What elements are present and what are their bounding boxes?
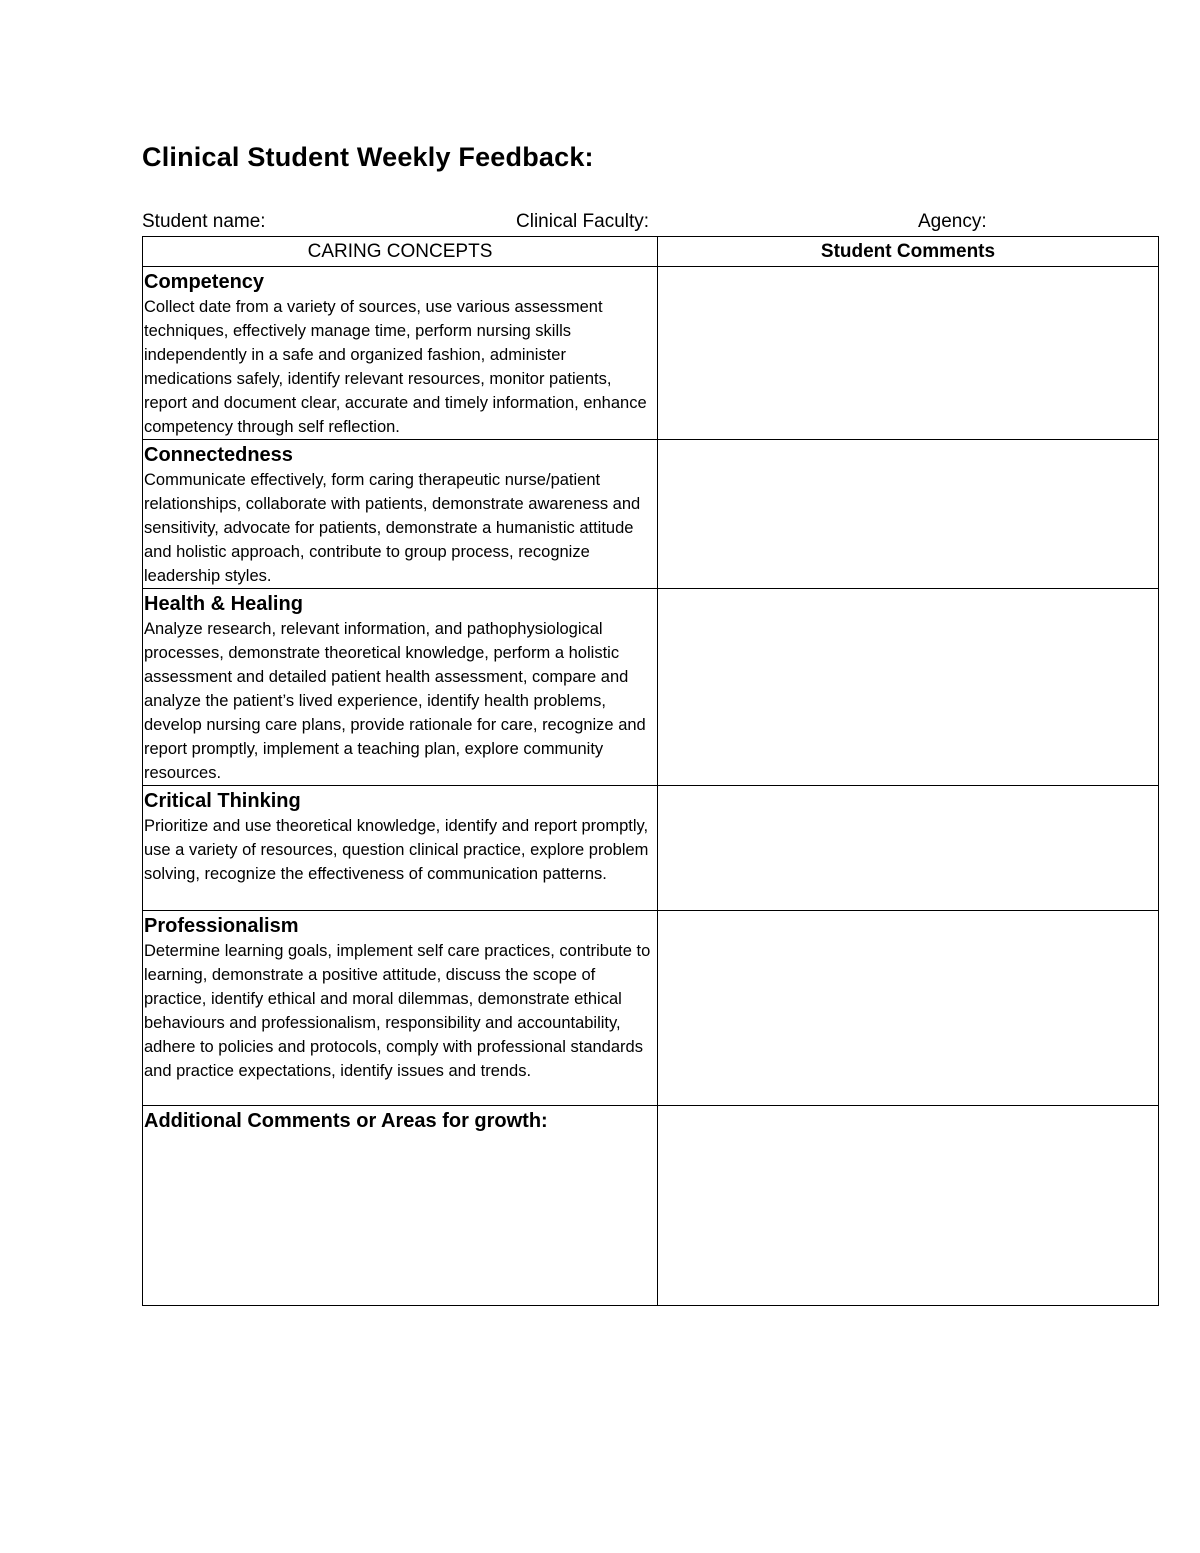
concept-cell-competency xyxy=(143,267,658,440)
student-comment-professionalism[interactable] xyxy=(658,911,1159,1106)
concept-cell-critical-thinking xyxy=(143,786,658,911)
concept-description: Prioritize and use theoretical knowledge, identify and report promptly, use a variety of resources, question clinical practice, explore problem solving, recognize the effectiveness of communication patterns. xyxy=(144,817,649,883)
student-comment-connectedness[interactable] xyxy=(658,440,1159,589)
concept-name: Critical Thinking xyxy=(144,790,301,812)
student-comment-competency[interactable] xyxy=(658,267,1159,440)
header-student-comments: Student Comments xyxy=(658,237,1159,267)
table-row xyxy=(143,267,1159,440)
table-row xyxy=(143,786,1159,911)
student-comment-critical-thinking[interactable] xyxy=(658,786,1159,911)
concept-name: Competency xyxy=(144,271,265,293)
feedback-table xyxy=(142,236,1159,1306)
table-row xyxy=(143,911,1159,1106)
student-comment-additional[interactable] xyxy=(658,1106,1159,1306)
concept-name: Additional Comments or Areas for growth: xyxy=(144,1110,548,1132)
student-name-label: Student name: xyxy=(142,211,266,232)
agency-label: Agency: xyxy=(918,211,987,232)
concept-cell-professionalism xyxy=(143,911,658,1106)
concept-description: Analyze research, relevant information, and pathophysiological processes, demonstrate theoretical knowledge, perform a holistic assessment and detailed patient health assessment, compare and analyze the patient’s lived experience, identify health problems, develop nursing care plans, provide rationale for care, recognize and report promptly, implement a teaching plan, explore community resources. xyxy=(144,620,646,782)
form-meta-row xyxy=(142,209,1158,236)
concept-cell-health-healing xyxy=(143,589,658,786)
concept-name: Connectedness xyxy=(144,444,293,466)
concept-name: Health & Healing xyxy=(144,593,303,615)
concept-cell-connectedness xyxy=(143,440,658,589)
page-title: Clinical Student Weekly Feedback: xyxy=(142,142,594,172)
concept-description: Communicate effectively, form caring therapeutic nurse/patient relationships, collaborate with patients, demonstrate awareness and sensitivity, advocate for patients, demonstrate a humanistic attitude and holistic approach, contribute to group process, recognize leadership styles. xyxy=(144,471,641,585)
table-row xyxy=(143,589,1159,786)
clinical-faculty-label: Clinical Faculty: xyxy=(516,211,650,232)
concept-description: Determine learning goals, implement self care practices, contribute to learning, demonstrate a positive attitude, discuss the scope of practice, identify ethical and moral dilemmas, demonstrate ethical behaviours and professionalism, responsibility and accountability, adhere to policies and protocols, comply with professional standards and practice expectations, identify issues and trends. xyxy=(144,942,651,1080)
table-row xyxy=(143,440,1159,589)
table-header-row xyxy=(143,237,1159,267)
header-caring-concepts: CARING CONCEPTS xyxy=(143,237,658,267)
concept-name: Professionalism xyxy=(144,915,299,937)
student-comment-health-healing[interactable] xyxy=(658,589,1159,786)
table-row xyxy=(143,1106,1159,1306)
concept-description: Collect date from a variety of sources, use various assessment techniques, effectively manage time, perform nursing skills independently in a safe and organized fashion, administer medications safely, identify relevant resources, monitor patients, report and document clear, accurate and timely information, enhance competency through self reflection. xyxy=(144,298,647,436)
additional-comments-cell[interactable] xyxy=(143,1106,658,1306)
